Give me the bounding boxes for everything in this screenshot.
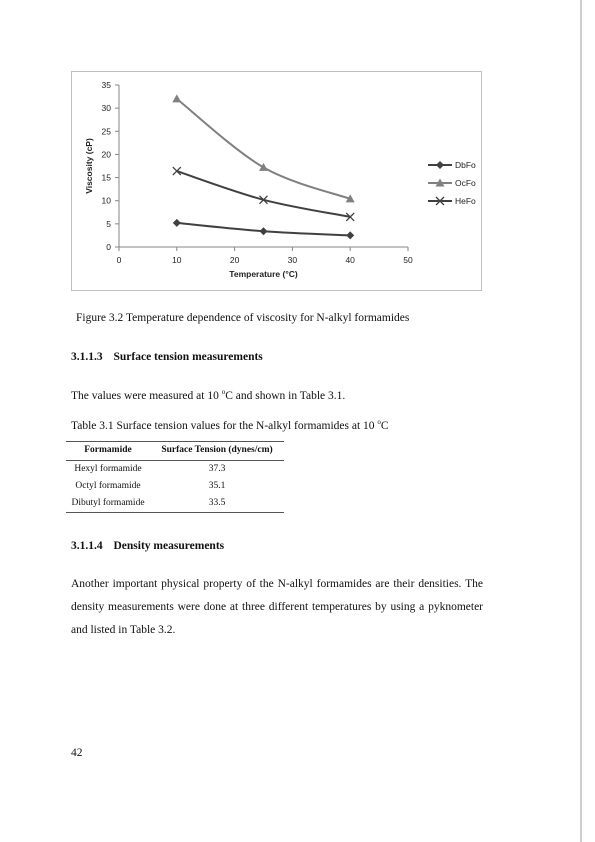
table-header-row	[66, 442, 284, 461]
table-row	[66, 495, 284, 513]
series-line-ocfo	[177, 99, 350, 199]
y-tick-label: 30	[101, 103, 111, 114]
text-part: C and shown in Table 3.1.	[225, 390, 346, 402]
table-cell: 35.1	[208, 481, 226, 491]
y-tick-label: 0	[106, 242, 111, 252]
y-tick-label: 10	[101, 195, 111, 206]
y-tick-label: 15	[101, 172, 111, 183]
legend-label-dbfo: DbFo	[455, 160, 476, 170]
viscosity-chart	[71, 71, 482, 291]
data-point-dbfo	[173, 219, 181, 227]
data-point-ocfo	[259, 163, 268, 171]
section-number: 3.1.1.4	[71, 540, 103, 552]
table-caption	[71, 420, 389, 432]
table-row	[66, 478, 284, 495]
y-tick-label: 20	[101, 149, 111, 160]
x-tick-label: 20	[229, 255, 240, 265]
degree-sup: o	[221, 388, 226, 397]
table-cell: Dibutyl formamide	[66, 495, 150, 513]
data-point-ocfo	[172, 94, 181, 102]
table-cell: 37.3	[208, 464, 226, 474]
x-axis-label: Temperature (°C)	[229, 269, 298, 279]
data-point-dbfo	[346, 231, 354, 239]
section-number: 3.1.1.3	[71, 351, 103, 363]
table-cell: 33.5	[150, 495, 284, 513]
x-tick-label: 40	[345, 255, 355, 265]
y-tick-label: 35	[101, 80, 111, 90]
x-tick-label: 10	[172, 255, 182, 265]
x-tick-label: 50	[403, 255, 413, 265]
text-part: Table 3.1 Surface tension values for the N-alkyl formamides at 10	[71, 420, 378, 432]
chart-canvas	[72, 72, 483, 292]
legend-marker-dbfo	[436, 161, 444, 169]
legend-label-hefo: HeFo	[455, 196, 476, 206]
section-heading-density	[71, 540, 224, 552]
section-title: Surface tension measurements	[113, 351, 263, 363]
page-edge	[580, 0, 582, 842]
section-title: Density measurements	[113, 540, 225, 552]
surface-tension-table	[66, 441, 284, 513]
surface-tension-text	[71, 390, 345, 402]
table-cell: Hexyl formamide	[74, 464, 142, 474]
table-cell: Octyl formamide	[75, 481, 141, 491]
legend-label-ocfo: OcFo	[455, 178, 476, 188]
table-row	[66, 461, 284, 479]
section-heading-surface-tension	[71, 351, 263, 363]
data-point-dbfo	[260, 227, 268, 235]
column-header: Formamide	[66, 442, 150, 461]
text-part: The values were measured at 10	[71, 390, 222, 402]
degree-sup: o	[377, 418, 381, 427]
page-number: 42	[71, 747, 83, 759]
text-part: C	[380, 420, 389, 432]
y-tick-label: 5	[106, 218, 111, 229]
x-tick-label: 30	[287, 255, 298, 265]
column-header: Surface Tension (dynes/cm)	[150, 442, 284, 461]
density-paragraph: Another important physical property of the N-alkyl formamides are their densities. The density measurements were done at three different temperatures by using a pyknometer and listed in Table 3.2.	[71, 578, 483, 636]
y-axis-label: Viscosity (cP)	[84, 138, 94, 194]
series-line-hefo	[177, 171, 350, 217]
figure-caption: Figure 3.2 Temperature dependence of viscosity for N-alkyl formamides	[76, 312, 410, 324]
x-tick-label: 0	[116, 255, 122, 265]
y-tick-label: 25	[101, 126, 111, 137]
